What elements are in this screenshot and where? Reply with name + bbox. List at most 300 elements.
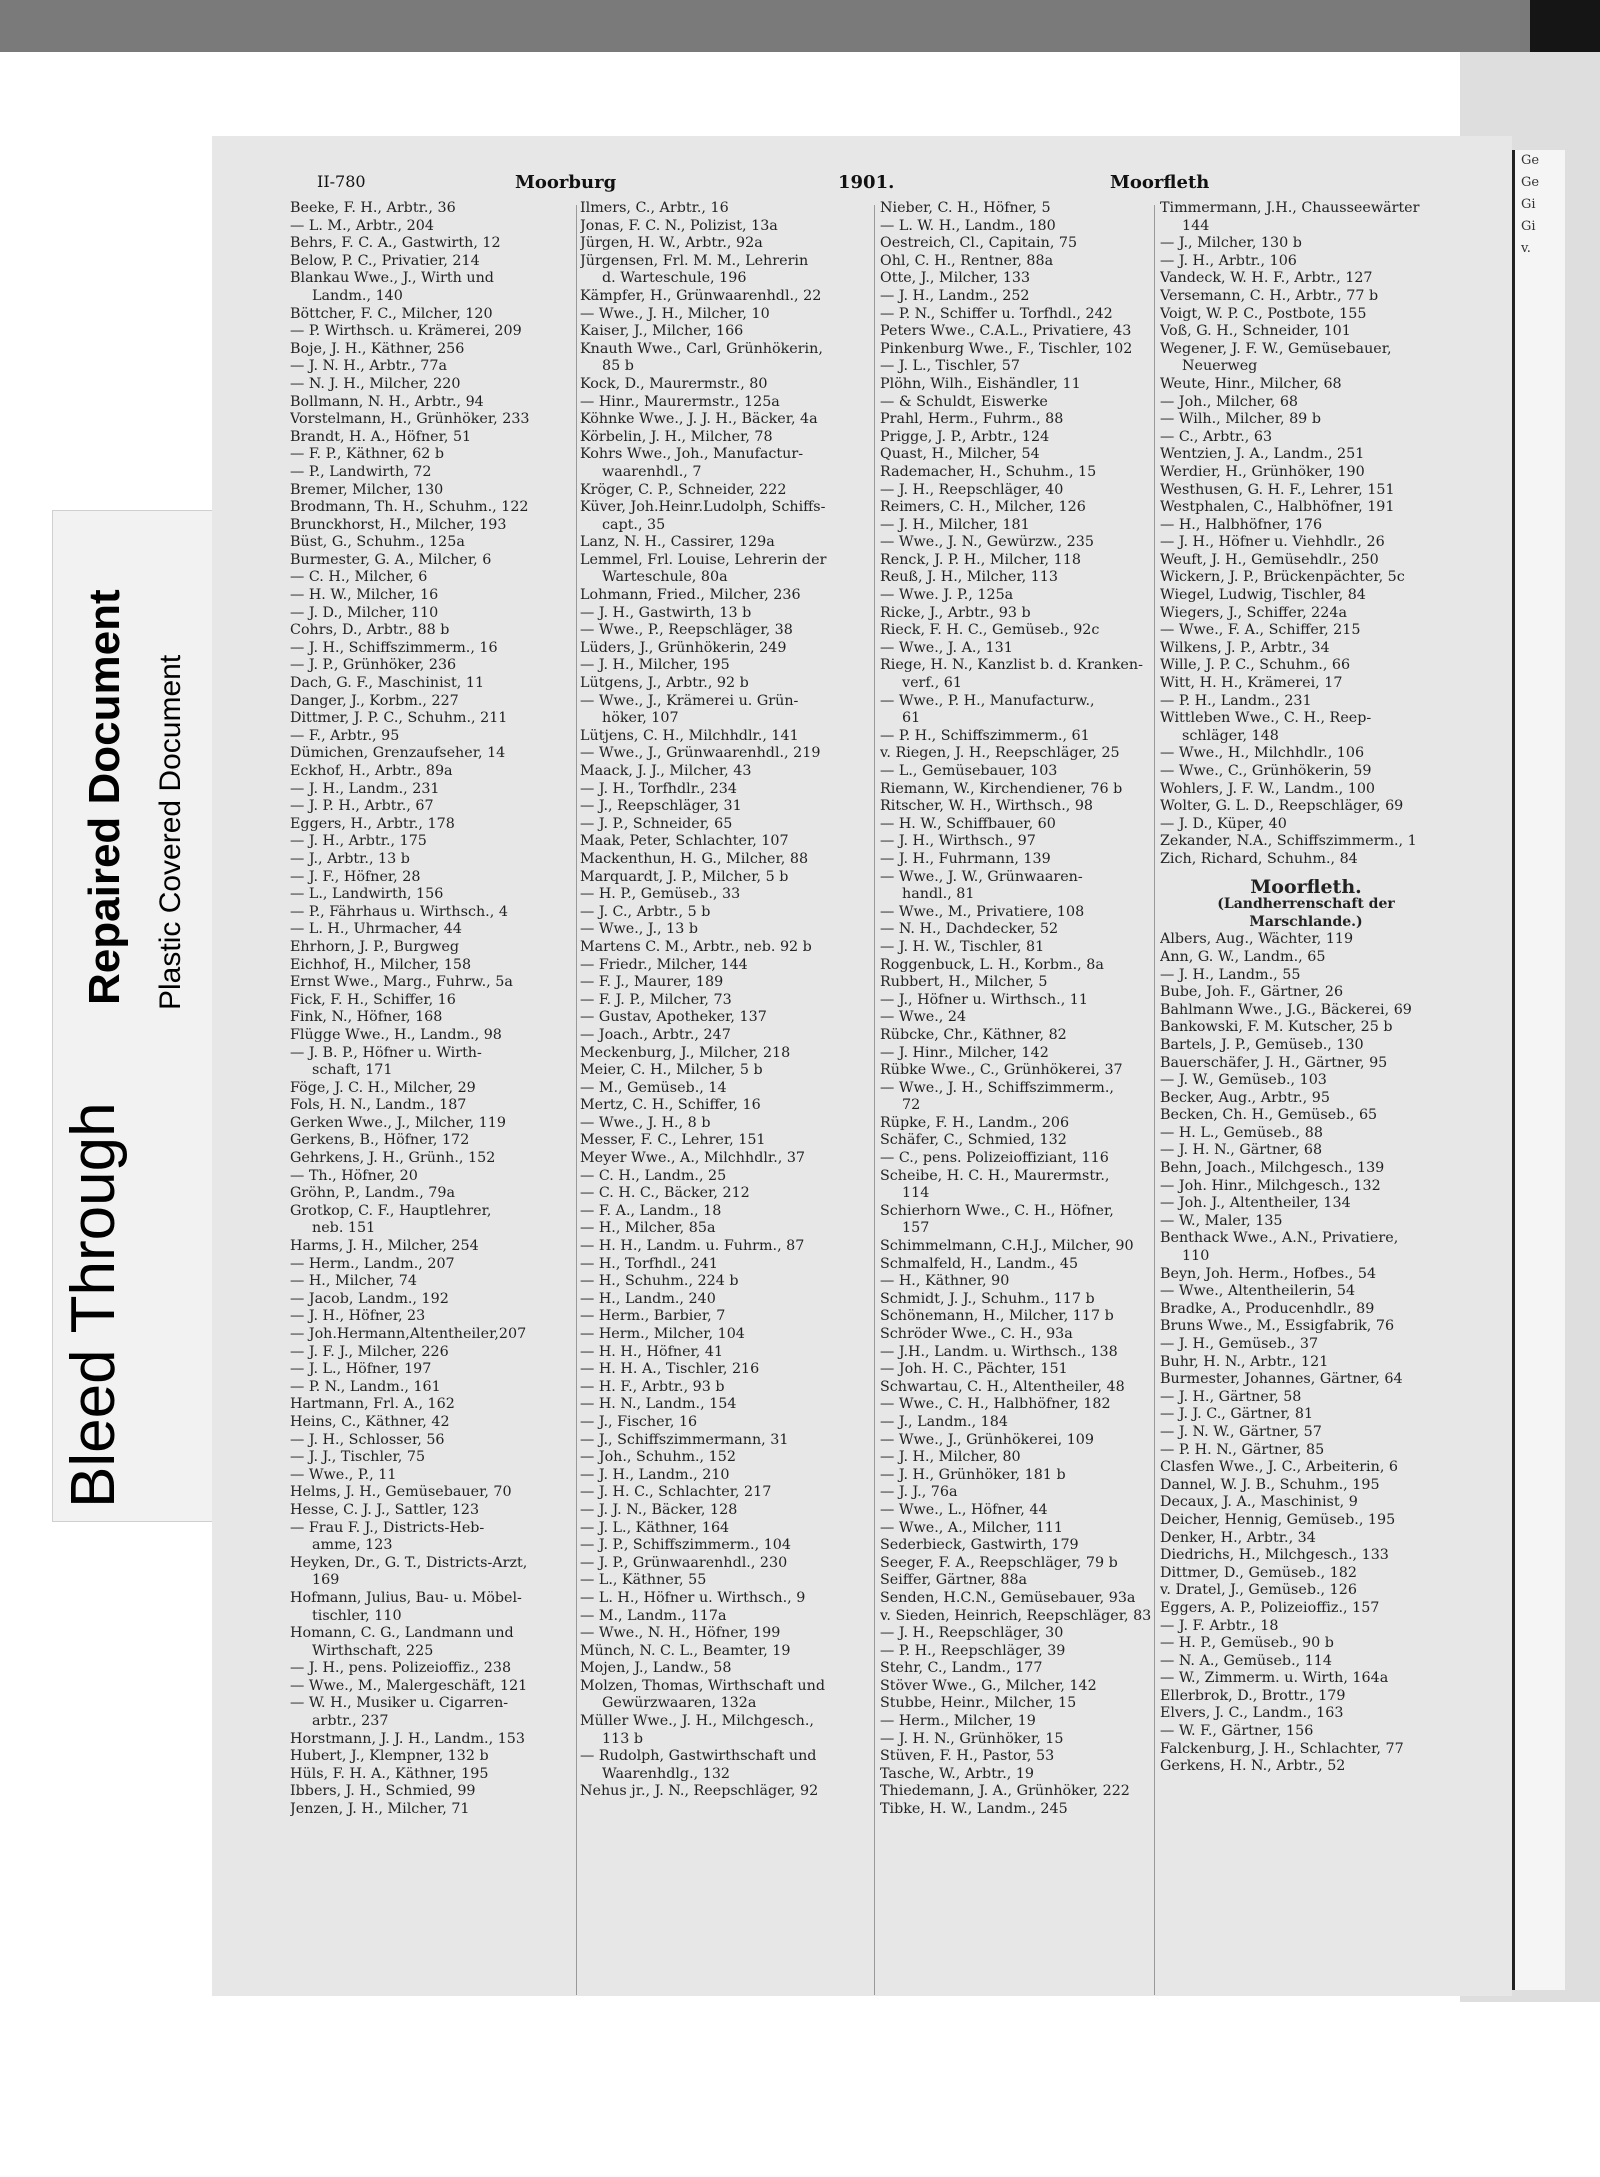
directory-entry: Tasche, W., Arbtr., 19 bbox=[880, 1765, 1035, 1782]
directory-entry: — J. F., Höfner, 28 bbox=[290, 868, 421, 885]
directory-entry: — P. H. N., Gärtner, 85 bbox=[1160, 1441, 1325, 1458]
directory-entry: Messer, F. C., Lehrer, 151 bbox=[580, 1132, 766, 1149]
directory-entry: Wickern, J. P., Brückenpächter, 5c bbox=[1160, 569, 1405, 586]
directory-entry: Stehr, C., Landm., 177 bbox=[880, 1660, 1043, 1677]
directory-entry: — C. H., Milcher, 6 bbox=[290, 569, 428, 586]
directory-entry: Reimers, C. H., Milcher, 126 bbox=[880, 499, 1086, 516]
directory-entry: Rademacher, H., Schuhm., 15 bbox=[880, 463, 1097, 480]
directory-entry: Nehus jr., J. N., Reepschläger, 92 bbox=[580, 1783, 819, 1800]
directory-entry: Boje, J. H., Käthner, 256 bbox=[290, 340, 465, 357]
directory-entry: Hüls, F. H. A., Käthner, 195 bbox=[290, 1765, 489, 1782]
directory-entry: Renck, J. P. H., Milcher, 118 bbox=[880, 551, 1081, 568]
directory-entry: Lütjens, C. H., Milchhdlr., 141 bbox=[580, 727, 799, 744]
directory-entry: — J. H., Fuhrmann, 139 bbox=[880, 850, 1051, 867]
directory-entry: Kröger, C. P., Schneider, 222 bbox=[580, 481, 787, 498]
directory-entry: Seeger, F. A., Reepschläger, 79 b bbox=[880, 1554, 1118, 1571]
directory-entry: — P. H., Schiffszimmerm., 61 bbox=[880, 727, 1090, 744]
entry-continuation: schläger, 148 bbox=[1182, 727, 1279, 744]
directory-entry: Dittmer, J. P. C., Schuhm., 211 bbox=[290, 710, 508, 727]
directory-entry: Rübcke, Chr., Käthner, 82 bbox=[880, 1026, 1067, 1043]
directory-entry: Ernst Wwe., Marg., Fuhrw., 5a bbox=[290, 974, 513, 991]
section-subheading: Marschlande.) bbox=[1249, 913, 1363, 930]
directory-entry: Brodmann, Th. H., Schuhm., 122 bbox=[290, 499, 529, 516]
directory-entry: — L. H., Höfner u. Wirthsch., 9 bbox=[580, 1589, 806, 1606]
directory-entry: Westphalen, C., Halbhöfner, 191 bbox=[1160, 499, 1395, 516]
entry-continuation: 169 bbox=[312, 1572, 340, 1589]
directory-entry: Pinkenburg Wwe., F., Tischler, 102 bbox=[880, 340, 1133, 357]
directory-entry: — H. N., Landm., 154 bbox=[580, 1396, 737, 1413]
directory-entry: Bauerschäfer, J. H., Gärtner, 95 bbox=[1160, 1054, 1388, 1071]
directory-entry: — Wwe., H., Milchhdlr., 106 bbox=[1160, 745, 1365, 762]
directory-entry: — Joach., Arbtr., 247 bbox=[580, 1026, 731, 1043]
directory-entry: Reuß, J. H., Milcher, 113 bbox=[880, 569, 1058, 586]
directory-entry: — J. H., Wirthsch., 97 bbox=[880, 833, 1036, 850]
directory-entry: Scheibe, H. C. H., Maurermstr., bbox=[880, 1167, 1110, 1184]
directory-entry: — Wwe., J. N., Gewürzw., 235 bbox=[880, 534, 1094, 551]
directory-entry: — H. W., Milcher, 16 bbox=[290, 587, 439, 604]
directory-entry: Fols, H. N., Landm., 187 bbox=[290, 1097, 467, 1114]
directory-entry: Deicher, Hennig, Gemüseb., 195 bbox=[1160, 1511, 1396, 1528]
directory-entry: — J. F. J., Milcher, 226 bbox=[290, 1343, 449, 1360]
directory-entry: Below, P. C., Privatier, 214 bbox=[290, 252, 480, 269]
directory-entry: — Wwe., J., Krämerei u. Grün- bbox=[580, 692, 799, 709]
directory-entry: Nieber, C. H., Höfner, 5 bbox=[880, 200, 1051, 216]
directory-entry: Falckenburg, J. H., Schlachter, 77 bbox=[1160, 1740, 1404, 1757]
directory-entry: — Wwe., N. H., Höfner, 199 bbox=[580, 1625, 781, 1642]
directory-entry: — J., Milcher, 130 b bbox=[1160, 235, 1302, 252]
directory-entry: — J. P., Grünhöker, 236 bbox=[290, 657, 457, 674]
directory-entry: Jürgensen, Frl. M. M., Lehrerin bbox=[580, 252, 809, 269]
directory-entry: Quast, H., Milcher, 54 bbox=[880, 446, 1040, 463]
directory-entry: Seiffer, Gärtner, 88a bbox=[880, 1572, 1028, 1589]
entry-continuation: verf., 61 bbox=[902, 675, 962, 692]
directory-entry: Riege, H. N., Kanzlist b. d. Kranken- bbox=[880, 657, 1143, 674]
directory-entry: Roggenbuck, L. H., Korbm., 8a bbox=[880, 956, 1104, 973]
directory-entry: Zich, Richard, Schuhm., 84 bbox=[1160, 850, 1358, 867]
directory-entry: — J. H., Gärtner, 58 bbox=[1160, 1388, 1302, 1405]
directory-entry: Meyer Wwe., A., Milchhdlr., 37 bbox=[580, 1150, 806, 1167]
directory-entry: Wilkens, J. P., Arbtr., 34 bbox=[1160, 639, 1330, 656]
directory-entry: Bahlmann Wwe., J.G., Bäckerei, 69 bbox=[1160, 1001, 1412, 1018]
directory-entry: Denker, H., Arbtr., 34 bbox=[1160, 1529, 1316, 1546]
directory-entry: — L., Gemüsebauer, 103 bbox=[880, 763, 1058, 779]
directory-entry: Lüders, J., Grünhökerin, 249 bbox=[580, 639, 787, 656]
entry-continuation: 85 b bbox=[602, 358, 634, 375]
directory-entry: — J. H., Landm., 55 bbox=[1160, 966, 1301, 983]
directory-entry: — Wwe., J., Grünhökerei, 109 bbox=[880, 1431, 1094, 1448]
entry-continuation: Gewürzwaaren, 132a bbox=[602, 1695, 757, 1712]
directory-entry: — J. J. N., Bäcker, 128 bbox=[580, 1501, 738, 1518]
directory-entry: — J., Fischer, 16 bbox=[580, 1413, 698, 1430]
entry-continuation: amme, 123 bbox=[312, 1537, 393, 1554]
directory-entry: Knauth Wwe., Carl, Grünhökerin, bbox=[580, 340, 823, 357]
directory-entry: — N. A., Gemüseb., 114 bbox=[1160, 1652, 1333, 1669]
directory-entry: Vorstelmann, H., Grünhöker, 233 bbox=[290, 411, 530, 428]
directory-entry: Vandeck, W. H. F., Arbtr., 127 bbox=[1160, 270, 1373, 287]
directory-entry: — J. H. C., Schlachter, 217 bbox=[580, 1484, 772, 1501]
directory-entry: — L. H., Uhrmacher, 44 bbox=[290, 921, 462, 938]
directory-entry: Schimmelmann, C.H.J., Milcher, 90 bbox=[880, 1238, 1134, 1255]
directory-entry: — Rudolph, Gastwirthschaft und bbox=[580, 1748, 817, 1765]
directory-entry: — H. H., Landm. u. Fuhrm., 87 bbox=[580, 1238, 805, 1255]
directory-entry: — J. H., Schlosser, 56 bbox=[290, 1431, 445, 1448]
directory-entry: — Joh. J., Altentheiler, 134 bbox=[1160, 1195, 1351, 1212]
directory-entry: Münch, N. C. L., Beamter, 19 bbox=[580, 1642, 791, 1659]
directory-entry: Lohmann, Fried., Milcher, 236 bbox=[580, 587, 801, 604]
directory-entry: Albers, Aug., Wächter, 119 bbox=[1160, 931, 1354, 948]
directory-entry: Bube, Joh. F., Gärtner, 26 bbox=[1160, 984, 1344, 1001]
directory-entry: Büst, G., Schuhm., 125a bbox=[290, 534, 465, 551]
directory-entry: Behn, Joach., Milchgesch., 139 bbox=[1160, 1160, 1385, 1177]
directory-entry: Hartmann, Frl. A., 162 bbox=[290, 1396, 455, 1413]
directory-entry: v. Dratel, J., Gemüseb., 126 bbox=[1160, 1582, 1357, 1599]
directory-entry: — J. L., Käthner, 164 bbox=[580, 1519, 730, 1536]
directory-entry: — Friedr., Milcher, 144 bbox=[580, 956, 748, 973]
directory-entry: Rüpke, F. H., Landm., 206 bbox=[880, 1114, 1070, 1131]
directory-entry: Burmester, G. A., Milcher, 6 bbox=[290, 551, 492, 568]
directory-entry: — F., Arbtr., 95 bbox=[290, 727, 400, 744]
directory-entry: — J. H., Arbtr., 106 bbox=[1160, 252, 1297, 269]
directory-entry: Dümichen, Grenzaufseher, 14 bbox=[290, 745, 506, 762]
directory-entry: Buhr, H. N., Arbtr., 121 bbox=[1160, 1353, 1329, 1370]
directory-entry: — Wwe., L., Höfner, 44 bbox=[880, 1501, 1048, 1518]
directory-entry: Eggers, A. P., Polizeioffiz., 157 bbox=[1160, 1599, 1380, 1616]
directory-entry: — Gustav, Apotheker, 137 bbox=[580, 1009, 767, 1026]
directory-entry: Beeke, F. H., Arbtr., 36 bbox=[290, 200, 456, 216]
directory-entry: — C. H., Landm., 25 bbox=[580, 1167, 727, 1184]
adjacent-page-edge: Ge Ge Gi Gi v. bbox=[1512, 150, 1565, 1990]
directory-entry: Müller Wwe., J. H., Milchgesch., bbox=[580, 1713, 814, 1730]
directory-entry: Versemann, C. H., Arbtr., 77 b bbox=[1160, 287, 1379, 304]
entry-continuation: Wirthschaft, 225 bbox=[312, 1642, 434, 1659]
repaired-document-label: Repaired Document bbox=[80, 589, 129, 1005]
directory-entry: Wille, J. P. C., Schuhm., 66 bbox=[1160, 657, 1351, 674]
directory-entry: Wiegel, Ludwig, Tischler, 84 bbox=[1160, 587, 1366, 604]
entry-continuation: Neuerweg bbox=[1182, 358, 1258, 375]
directory-entry: Eggers, H., Arbtr., 178 bbox=[290, 815, 455, 832]
directory-entry: — J. H., Arbtr., 175 bbox=[290, 833, 427, 850]
directory-entry: — J.H., Landm. u. Wirthsch., 138 bbox=[880, 1343, 1118, 1360]
directory-entry: Molzen, Thomas, Wirthschaft und bbox=[580, 1677, 825, 1694]
directory-entry: Rübke Wwe., C., Grünhökerei, 37 bbox=[880, 1062, 1123, 1079]
directory-entry: Voß, G. H., Schneider, 101 bbox=[1160, 323, 1351, 340]
directory-entry: Wiegers, J., Schiffer, 224a bbox=[1160, 604, 1347, 621]
directory-entry: — P., Fährhaus u. Wirthsch., 4 bbox=[290, 903, 508, 920]
directory-column-3 bbox=[880, 200, 1172, 1819]
directory-entry: — J. H., Reepschläger, 40 bbox=[880, 481, 1064, 498]
directory-entry: Ann, G. W., Landm., 65 bbox=[1160, 948, 1326, 965]
entry-continuation: 72 bbox=[902, 1097, 921, 1114]
entry-continuation: d. Warteschule, 196 bbox=[602, 270, 747, 287]
directory-entry: Jenzen, J. H., Milcher, 71 bbox=[290, 1801, 470, 1818]
directory-entry: — Wwe., J. H., Schiffszimmerm., bbox=[880, 1079, 1114, 1096]
directory-entry: Behrs, F. C. A., Gastwirth, 12 bbox=[290, 235, 501, 252]
directory-entry: — Wwe., 24 bbox=[880, 1009, 967, 1026]
directory-entry: Stubbe, Heinr., Milcher, 15 bbox=[880, 1695, 1077, 1712]
directory-entry: Brandt, H. A., Höfner, 51 bbox=[290, 428, 472, 445]
directory-entry: — J. H., Grünhöker, 181 b bbox=[880, 1466, 1066, 1483]
directory-entry: Kämpfer, H., Grünwaarenhdl., 22 bbox=[580, 287, 822, 304]
directory-entry: Jürgen, H. W., Arbtr., 92a bbox=[580, 235, 763, 252]
entry-continuation: 114 bbox=[902, 1185, 930, 1202]
directory-entry: Mackenthun, H. G., Milcher, 88 bbox=[580, 850, 809, 867]
directory-entry: — & Schuldt, Eiswerke bbox=[880, 393, 1048, 410]
directory-entry: Gerken Wwe., J., Milcher, 119 bbox=[290, 1114, 506, 1131]
directory-entry: — Herm., Landm., 207 bbox=[290, 1255, 455, 1272]
directory-entry: — L., Käthner, 55 bbox=[580, 1572, 707, 1589]
directory-entry: — H. P., Gemüseb., 33 bbox=[580, 886, 741, 903]
directory-entry: — P. N., Schiffer u. Torfhdl., 242 bbox=[880, 305, 1113, 322]
directory-entry: — Wwe. J. P., 125a bbox=[880, 587, 1014, 604]
directory-entry: — J. H. W., Tischler, 81 bbox=[880, 938, 1045, 955]
directory-entry: — J. N. W., Gärtner, 57 bbox=[1160, 1423, 1322, 1440]
entry-continuation: tischler, 110 bbox=[312, 1607, 402, 1624]
directory-entry: — H., Torfhdl., 241 bbox=[580, 1255, 718, 1272]
directory-entry: Fick, F. H., Schiffer, 16 bbox=[290, 991, 456, 1008]
directory-entry: Wittleben Wwe., C. H., Reep- bbox=[1160, 710, 1372, 727]
directory-entry: — J. P., Schiffszimmerm., 104 bbox=[580, 1537, 791, 1554]
running-head-year: 1901. bbox=[838, 172, 895, 193]
directory-entry: — J. H., Gastwirth, 13 b bbox=[580, 604, 752, 621]
entry-continuation: Warteschule, 80a bbox=[602, 569, 728, 586]
directory-entry: Marquardt, J. P., Milcher, 5 b bbox=[580, 868, 789, 885]
directory-entry: Voigt, W. P. C., Postbote, 155 bbox=[1160, 305, 1367, 322]
directory-entry: Bremer, Milcher, 130 bbox=[290, 481, 444, 498]
directory-entry: — J. H., Landm., 210 bbox=[580, 1466, 730, 1483]
directory-entry: Bankowski, F. M. Kutscher, 25 b bbox=[1160, 1019, 1393, 1036]
directory-entry: Bartels, J. P., Gemüseb., 130 bbox=[1160, 1036, 1364, 1053]
directory-entry: — J. B. P., Höfner u. Wirth- bbox=[290, 1044, 482, 1061]
directory-entry: Becker, Aug., Arbtr., 95 bbox=[1160, 1089, 1330, 1106]
directory-entry: Stöver Wwe., G., Milcher, 142 bbox=[880, 1677, 1097, 1694]
directory-entry: Cohrs, D., Arbtr., 88 b bbox=[290, 622, 450, 639]
directory-entry: — Joh.Hermann,Altentheiler,207 bbox=[290, 1326, 527, 1342]
directory-entry: — Wwe., C., Grünhökerin, 59 bbox=[1160, 763, 1372, 779]
directory-entry: — J. H., pens. Polizeioffiz., 238 bbox=[290, 1660, 512, 1677]
directory-entry: — N. H., Dachdecker, 52 bbox=[880, 921, 1059, 938]
directory-entry: Hofmann, Julius, Bau- u. Möbel- bbox=[290, 1589, 522, 1606]
directory-entry: Lütgens, J., Arbtr., 92 b bbox=[580, 675, 749, 692]
directory-entry: — Wwe., M., Malergeschäft, 121 bbox=[290, 1677, 528, 1694]
directory-entry: Schönemann, H., Milcher, 117 b bbox=[880, 1308, 1114, 1325]
directory-entry: — W., Maler, 135 bbox=[1160, 1212, 1283, 1229]
directory-entry: — J. H., Milcher, 80 bbox=[880, 1449, 1021, 1466]
directory-entry: — W. H., Musiker u. Cigarren- bbox=[290, 1695, 509, 1712]
directory-entry: Prahl, Herm., Fuhrm., 88 bbox=[880, 411, 1064, 428]
directory-entry: v. Sieden, Heinrich, Reepschläger, 83 bbox=[880, 1607, 1152, 1624]
directory-entry: — P. Wirthsch. u. Krämerei, 209 bbox=[290, 323, 522, 340]
directory-entry: — Wwe., C. H., Halbhöfner, 182 bbox=[880, 1396, 1111, 1413]
directory-entry: Dittmer, D., Gemüseb., 182 bbox=[1160, 1564, 1358, 1581]
directory-column-2 bbox=[580, 200, 872, 1801]
directory-entry: — J. H. N., Gärtner, 68 bbox=[1160, 1142, 1323, 1159]
directory-entry: — J. H., Milcher, 181 bbox=[880, 516, 1030, 533]
directory-entry: — P. N., Landm., 161 bbox=[290, 1378, 441, 1395]
directory-entry: — Wwe., J. H., Milcher, 10 bbox=[580, 305, 770, 322]
directory-entry: Senden, H.C.N., Gemüsebauer, 93a bbox=[880, 1589, 1136, 1606]
directory-entry: — Herm., Milcher, 104 bbox=[580, 1326, 745, 1342]
directory-entry: Hubert, J., Klempner, 132 b bbox=[290, 1748, 489, 1765]
directory-entry: Westhusen, G. H. F., Lehrer, 151 bbox=[1160, 481, 1395, 498]
directory-entry: Blankau Wwe., J., Wirth und bbox=[290, 270, 494, 287]
entry-continuation: 61 bbox=[902, 710, 921, 727]
directory-entry: — J. Hinr., Milcher, 142 bbox=[880, 1044, 1049, 1061]
directory-entry: — H., Milcher, 85a bbox=[580, 1220, 716, 1237]
directory-entry: — Wwe., J. W., Grünwaaren- bbox=[880, 868, 1083, 885]
directory-entry: Böttcher, F. C., Milcher, 120 bbox=[290, 305, 493, 322]
column-rule bbox=[874, 205, 875, 1995]
directory-entry: Heins, C., Käthner, 42 bbox=[290, 1413, 450, 1430]
directory-entry: — Wwe., A., Milcher, 111 bbox=[880, 1519, 1063, 1536]
directory-entry: Schwartau, C. H., Altentheiler, 48 bbox=[880, 1378, 1125, 1395]
directory-entry: Bruns Wwe., M., Essigfabrik, 76 bbox=[1160, 1318, 1395, 1335]
directory-entry: — L. W. H., Landm., 180 bbox=[880, 217, 1056, 234]
directory-entry: — Joh. Hinr., Milchgesch., 132 bbox=[1160, 1177, 1381, 1194]
directory-entry: — H. L., Gemüseb., 88 bbox=[1160, 1124, 1323, 1141]
directory-entry: Horstmann, J. J. H., Landm., 153 bbox=[290, 1730, 525, 1747]
directory-entry: Stüven, F. H., Pastor, 53 bbox=[880, 1748, 1055, 1765]
directory-entry: — H. P., Gemüseb., 90 b bbox=[1160, 1635, 1334, 1652]
section-subheading: (Landherrenschaft der bbox=[1217, 896, 1395, 913]
directory-entry: — Herm., Barbier, 7 bbox=[580, 1308, 726, 1325]
directory-entry: Ellerbrok, D., Brottr., 179 bbox=[1160, 1687, 1346, 1704]
directory-entry: — C., Arbtr., 63 bbox=[1160, 428, 1273, 445]
entry-continuation: waarenhdl., 7 bbox=[602, 463, 702, 480]
directory-entry: — L., Landwirth, 156 bbox=[290, 886, 444, 903]
directory-entry: Rubbert, H., Milcher, 5 bbox=[880, 974, 1048, 991]
directory-entry: — J. H., Gemüseb., 37 bbox=[1160, 1336, 1319, 1352]
directory-entry: — J. H., Landm., 252 bbox=[880, 287, 1030, 304]
directory-entry: Plöhn, Wilh., Eishändler, 11 bbox=[880, 375, 1081, 392]
directory-entry: — Th., Höfner, 20 bbox=[290, 1167, 418, 1184]
directory-entry: Schröder Wwe., C. H., 93a bbox=[880, 1326, 1073, 1342]
directory-entry: Maak, Peter, Schlachter, 107 bbox=[580, 833, 789, 850]
directory-entry: Harms, J. H., Milcher, 254 bbox=[290, 1238, 479, 1255]
directory-entry: Witt, H. H., Krämerei, 17 bbox=[1160, 675, 1343, 692]
entry-continuation: 113 b bbox=[602, 1730, 643, 1747]
directory-entry: — H. W., Schiffbauer, 60 bbox=[880, 815, 1056, 832]
directory-entry: Föge, J. C. H., Milcher, 29 bbox=[290, 1079, 476, 1096]
entry-continuation: capt., 35 bbox=[602, 516, 666, 533]
directory-entry: — Herm., Milcher, 19 bbox=[880, 1713, 1036, 1730]
directory-entry: Weuft, J. H., Gemüsehdlr., 250 bbox=[1160, 551, 1379, 568]
entry-continuation: 144 bbox=[1182, 217, 1210, 234]
directory-entry: — Joh., Milcher, 68 bbox=[1160, 393, 1299, 410]
directory-entry: — J. H., Landm., 231 bbox=[290, 780, 440, 797]
directory-entry: Meckenburg, J., Milcher, 218 bbox=[580, 1044, 791, 1061]
directory-entry: — J. H., Höfner u. Viehhdlr., 26 bbox=[1160, 534, 1385, 551]
plastic-covered-label: Plastic Covered Document bbox=[154, 654, 187, 1010]
directory-entry: — M., Gemüseb., 14 bbox=[580, 1079, 727, 1096]
directory-entry: Eichhof, H., Milcher, 158 bbox=[290, 956, 472, 973]
directory-entry: Gehrkens, J. H., Grünh., 152 bbox=[290, 1150, 496, 1167]
directory-entry: Oestreich, Cl., Capitain, 75 bbox=[880, 235, 1078, 252]
directory-entry: Ricke, J., Arbtr., 93 b bbox=[880, 604, 1031, 621]
directory-entry: — Wwe., J., 13 b bbox=[580, 921, 699, 938]
directory-entry: Körbelin, J. H., Milcher, 78 bbox=[580, 428, 773, 445]
directory-entry: Decaux, J. A., Maschinist, 9 bbox=[1160, 1494, 1358, 1511]
directory-entry: Zekander, N.A., Schiffszimmerm., 1 bbox=[1160, 833, 1417, 850]
directory-entry: Wolter, G. L. D., Reepschläger, 69 bbox=[1160, 798, 1404, 815]
entry-continuation: arbtr., 237 bbox=[312, 1713, 389, 1730]
directory-entry: — J. H., Reepschläger, 30 bbox=[880, 1625, 1064, 1642]
entry-continuation: Landm., 140 bbox=[312, 287, 403, 304]
directory-entry: — C., pens. Polizeioffiziant, 116 bbox=[880, 1150, 1109, 1167]
directory-entry: Wohlers, J. F. W., Landm., 100 bbox=[1160, 780, 1376, 797]
directory-entry: Peters Wwe., C.A.L., Privatiere, 43 bbox=[880, 323, 1132, 340]
directory-entry: — J. H., Schiffszimmerm., 16 bbox=[290, 639, 498, 656]
directory-entry: — F. A., Landm., 18 bbox=[580, 1202, 722, 1219]
directory-entry: Ibbers, J. H., Schmied, 99 bbox=[290, 1783, 476, 1800]
directory-entry: — F. J., Maurer, 189 bbox=[580, 974, 724, 991]
directory-entry: — J., Arbtr., 13 b bbox=[290, 850, 410, 867]
directory-entry: — J. F. Arbtr., 18 bbox=[1160, 1617, 1279, 1634]
directory-entry: — Wwe., J. A., 131 bbox=[880, 639, 1013, 656]
directory-entry: Fink, N., Höfner, 168 bbox=[290, 1009, 443, 1026]
directory-entry: — Wwe., P., 11 bbox=[290, 1466, 397, 1483]
directory-entry: Eckhof, H., Arbtr., 89a bbox=[290, 763, 453, 779]
directory-entry: — H., Schuhm., 224 b bbox=[580, 1273, 739, 1290]
directory-entry: Benthack Wwe., A.N., Privatiere, bbox=[1160, 1230, 1399, 1247]
directory-entry: — P. H., Landm., 231 bbox=[1160, 692, 1312, 709]
directory-entry: Clasfen Wwe., J. C., Arbeiterin, 6 bbox=[1160, 1459, 1399, 1476]
directory-entry: Prigge, J. P., Arbtr., 124 bbox=[880, 428, 1050, 445]
directory-entry: — J. D., Milcher, 110 bbox=[290, 604, 439, 621]
directory-entry: — P. H., Reepschläger, 39 bbox=[880, 1642, 1066, 1659]
directory-entry: Kaiser, J., Milcher, 166 bbox=[580, 323, 744, 340]
directory-entry: — J., Landm., 184 bbox=[880, 1413, 1008, 1430]
directory-entry: Flügge Wwe., H., Landm., 98 bbox=[290, 1026, 502, 1043]
directory-entry: — Wwe., M., Privatiere, 108 bbox=[880, 903, 1085, 920]
directory-entry: — J. H., Milcher, 195 bbox=[580, 657, 730, 674]
directory-entry: — J. H., Torfhdlr., 234 bbox=[580, 780, 737, 797]
directory-entry: Gerkens, B., Höfner, 172 bbox=[290, 1132, 470, 1149]
directory-entry: Mojen, J., Landw., 58 bbox=[580, 1660, 732, 1677]
directory-entry: Hesse, C. J. J., Sattler, 123 bbox=[290, 1501, 480, 1518]
entry-continuation: höker, 107 bbox=[602, 710, 679, 727]
directory-entry: Ilmers, C., Arbtr., 16 bbox=[580, 200, 729, 216]
directory-entry: v. Riegen, J. H., Reepschläger, 25 bbox=[880, 745, 1120, 762]
directory-entry: Otte, J., Milcher, 133 bbox=[880, 270, 1031, 287]
directory-entry: Schäfer, C., Schmied, 132 bbox=[880, 1132, 1067, 1149]
directory-entry: — Wwe., P. H., Manufacturw., bbox=[880, 692, 1095, 709]
directory-entry: Homann, C. G., Landmann und bbox=[290, 1625, 514, 1642]
directory-entry: Heyken, Dr., G. T., Districts-Arzt, bbox=[290, 1554, 528, 1571]
directory-entry: Wentzien, J. A., Landm., 251 bbox=[1160, 446, 1365, 463]
directory-entry: — Wwe., J. H., 8 b bbox=[580, 1114, 711, 1131]
directory-column-4 bbox=[1160, 200, 1452, 1776]
directory-entry: — F. J. P., Milcher, 73 bbox=[580, 991, 732, 1008]
directory-entry: — W. F., Gärtner, 156 bbox=[1160, 1723, 1314, 1740]
directory-entry: — W., Zimmerm. u. Wirth, 164a bbox=[1160, 1670, 1389, 1687]
directory-entry: Dach, G. F., Maschinist, 11 bbox=[290, 675, 485, 692]
directory-entry: — J. D., Küper, 40 bbox=[1160, 815, 1287, 832]
directory-entry: Meier, C. H., Milcher, 5 b bbox=[580, 1062, 763, 1079]
directory-entry: — J. H. N., Grünhöker, 15 bbox=[880, 1730, 1064, 1747]
directory-entry: — J. P., Grünwaarenhdl., 230 bbox=[580, 1554, 788, 1571]
directory-entry: Schmidt, J. J., Schuhm., 117 b bbox=[880, 1290, 1095, 1307]
entry-continuation: handl., 81 bbox=[902, 886, 975, 903]
directory-entry: Gröhn, P., Landm., 79a bbox=[290, 1185, 456, 1202]
directory-entry: — J. J., 76a bbox=[880, 1484, 958, 1501]
section-heading: Moorfleth. bbox=[1250, 878, 1362, 897]
directory-entry: — J. J. C., Gärtner, 81 bbox=[1160, 1406, 1314, 1423]
directory-entry: Wegener, J. F. W., Gemüsebauer, bbox=[1160, 340, 1392, 357]
running-head-left: Moorburg bbox=[515, 172, 617, 193]
directory-entry: — Wwe., J., Grünwaarenhdl., 219 bbox=[580, 745, 821, 762]
entry-continuation: 110 bbox=[1182, 1248, 1210, 1265]
directory-entry: Beyn, Joh. Herm., Hofbes., 54 bbox=[1160, 1265, 1377, 1282]
